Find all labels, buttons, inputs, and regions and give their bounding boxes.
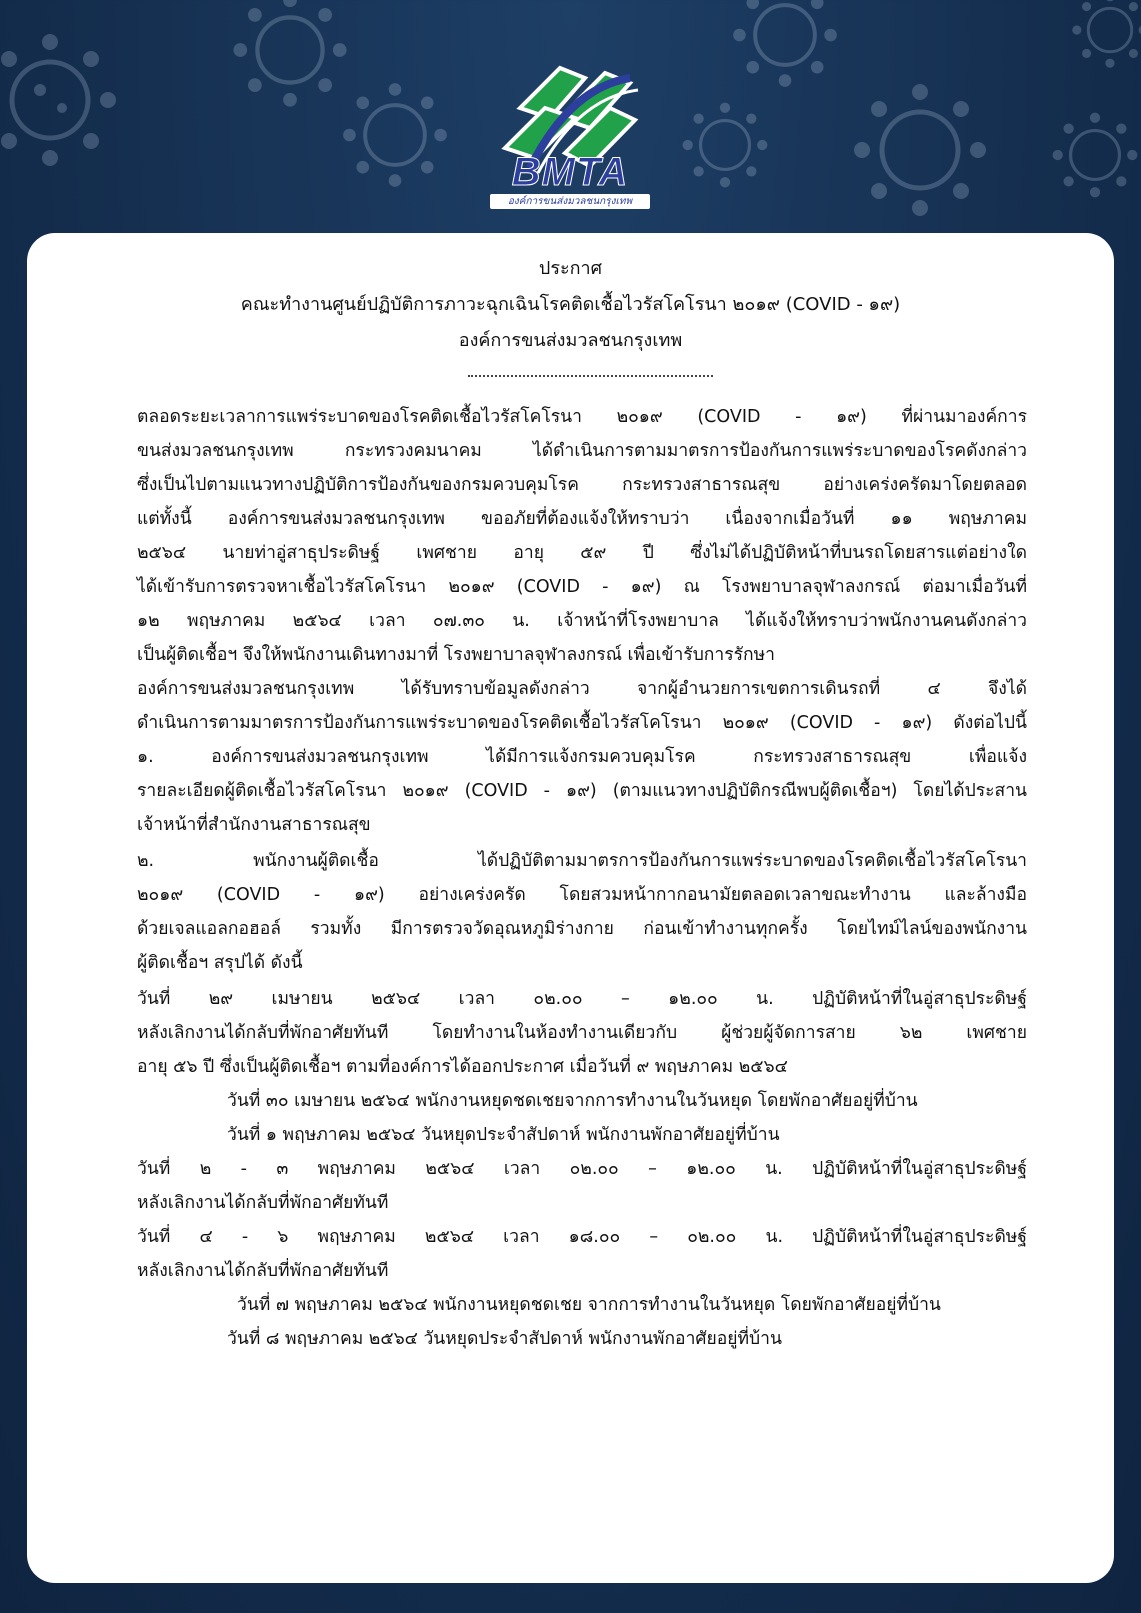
text-line: วันที่ ๔ - ๖ พฤษภาคม ๒๕๖๔ เวลา ๑๘.๐๐ – ๐๒.๐๐ น. ปฏิบัติหน้าที่ในอู่สาธุประดิษฐ์ (137, 1227, 1027, 1247)
text-line: องค์การขนส่งมวลชนกรุงเทพ ได้รับทราบข้อมูลดังกล่าว จากผู้อำนวยการเขตการเดินรถที่ ๔ จึงได้ (137, 679, 1027, 699)
timeline-entry-2 (227, 1084, 1027, 1118)
text-line: วันที่ ๗ พฤษภาคม ๒๕๖๔ พนักงานหยุดชดเชย จากการทำงานในวันหยุด โดยพักอาศัยอยู่ที่บ้าน (237, 1295, 941, 1315)
timeline-entry-6 (237, 1288, 1027, 1322)
virus-decoration (730, 0, 840, 90)
text-line: ๒. พนักงานผู้ติดเชื้อ ได้ปฏิบัติตามมาตรการป้องกันการแพร่ระบาดของโรคติดเชื้อไวรัสโคโรนา (137, 851, 1027, 871)
heading-organization: องค์การขนส่งมวลชนกรุงเทพ (458, 330, 683, 351)
text-line: วันที่ ๘ พฤษภาคม ๒๕๖๔ วันหยุดประจำสัปดาห์ พนักงานพักอาศัยอยู่ที่บ้าน (227, 1329, 782, 1349)
text-line: ๒๕๖๔ นายท่าอู่สาธุประดิษฐ์ เพศชาย อายุ ๕๙ ปี ซึ่งไม่ได้ปฏิบัติหน้าที่บนรถโดยสารแต่อย่างใด (137, 543, 1027, 563)
timeline-entry-1 (137, 982, 1027, 1084)
text-line: วันที่ ๒ - ๓ พฤษภาคม ๒๕๖๔ เวลา ๐๒.๐๐ – ๑๒.๐๐ น. ปฏิบัติหน้าที่ในอู่สาธุประดิษฐ์ (137, 1159, 1027, 1179)
timeline-entry-7 (227, 1322, 1027, 1356)
text-line: ดำเนินการตามมาตรการป้องกันการแพร่ระบาดของโรคติดเชื้อไวรัสโคโรนา ๒๐๑๙ (COVID - ๑๙) ดังต่อไปนี้ (137, 713, 1027, 733)
text-line: หลังเลิกงานได้กลับที่พักอาศัยทันที โดยทำงานในห้องทำงานเดียวกับ ผู้ช่วยผู้จัดการสาย ๖๒ เพศชาย (137, 1023, 1027, 1043)
virus-decoration (230, 0, 350, 110)
text-line: ๑๒ พฤษภาคม ๒๕๖๔ เวลา ๐๗.๓๐ น. เจ้าหน้าที่โรงพยาบาล ได้แจ้งให้ทราบว่าพนักงานคนดังกล่าว (137, 611, 1027, 631)
text-line: ได้เข้ารับการตรวจหาเชื้อไวรัสโคโรนา ๒๐๑๙ (COVID - ๑๙) ณ โรงพยาบาลจุฬาลงกรณ์ ต่อมาเมื่อวันที่ (137, 577, 1027, 597)
text-line: ๑. องค์การขนส่งมวลชนกรุงเทพ ได้มีการแจ้งกรมควบคุมโรค กระทรวงสาธารณสุข เพื่อแจ้ง (137, 747, 1027, 767)
paragraph-item-2 (137, 844, 1027, 980)
text-line: เป็นผู้ติดเชื้อฯ จึงให้พนักงานเดินทางมาที่ โรงพยาบาลจุฬาลงกรณ์ เพื่อเข้ารับการรักษา (137, 645, 775, 665)
logo-subtitle: องค์การขนส่งมวลชนกรุงเทพ (490, 194, 650, 209)
text-line: หลังเลิกงานได้กลับที่พักอาศัยทันที (137, 1193, 389, 1213)
timeline-entry-3 (227, 1118, 1027, 1152)
announcement-card (27, 233, 1114, 1583)
text-line: เจ้าหน้าที่สำนักงานสาธารณสุข (137, 815, 371, 835)
text-line: รายละเอียดผู้ติดเชื้อไวรัสโคโรนา ๒๐๑๙ (COVID - ๑๙) (ตามแนวทางปฏิบัติกรณีพบผู้ติดเชื้อฯ) โดยได้ประสาน (137, 781, 1027, 801)
text-line: ขนส่งมวลชนกรุงเทพ กระทรวงคมนาคม ได้ดำเนินการตามมาตรการป้องกันการแพร่ระบาดของโรคดังกล่าว (137, 441, 1027, 461)
heading-subtitle: คณะทำงานศูนย์ปฏิบัติการภาวะฉุกเฉินโรคติดเชื้อไวรัสโคโรนา ๒๐๑๙ (COVID - ๑๙) (240, 294, 901, 315)
heading-title: ประกาศ (538, 258, 603, 279)
virus-decoration (1070, 0, 1141, 70)
text-line: ด้วยเจลแอลกอฮอล์ รวมทั้ง มีการตรวจวัดอุณหภูมิร่างกาย ก่อนเข้าทำงานทุกครั้ง โดยไทม์ไลน์ของพนักงาน (137, 919, 1027, 939)
text-line: หลังเลิกงานได้กลับที่พักอาศัยทันที (137, 1261, 389, 1281)
paragraph-item-1 (137, 740, 1027, 842)
virus-decoration (0, 30, 120, 170)
timeline-entry-4 (137, 1152, 1027, 1220)
text-line: ตลอดระยะเวลาการแพร่ระบาดของโรคติดเชื้อไวรัสโคโรนา ๒๐๑๙ (COVID - ๑๙) ที่ผ่านมาองค์การ (137, 407, 1027, 427)
virus-decoration (850, 80, 990, 220)
paragraph-intro (137, 400, 1027, 502)
virus-decoration (680, 100, 770, 190)
text-line: วันที่ ๑ พฤษภาคม ๒๕๖๔ วันหยุดประจำสัปดาห์ พนักงานพักอาศัยอยู่ที่บ้าน (227, 1125, 780, 1145)
timeline-entry-5 (137, 1220, 1027, 1288)
text-line: วันที่ ๒๙ เมษายน ๒๕๖๔ เวลา ๐๒.๐๐ – ๑๒.๐๐ น. ปฏิบัติหน้าที่ในอู่สาธุประดิษฐ์ (137, 989, 1027, 1009)
text-line: ๒๐๑๙ (COVID - ๑๙) อย่างเคร่งครัด โดยสวมหน้ากากอนามัยตลอดเวลาขณะทำงาน และล้างมือ (137, 885, 1027, 905)
paragraph-incident (137, 502, 1027, 672)
text-line: ซึ่งเป็นไปตามแนวทางปฏิบัติการป้องกันของกรมควบคุมโรค กระทรวงสาธารณสุข อย่างเคร่งครัดมาโดยตลอด (137, 475, 1027, 495)
paragraph-measures (137, 672, 1027, 740)
virus-decoration (1050, 110, 1140, 200)
logo-wordmark: BMTA (511, 150, 629, 194)
text-line: อายุ ๕๖ ปี ซึ่งเป็นผู้ติดเชื้อฯ ตามที่องค์การได้ออกประกาศ เมื่อวันที่ ๙ พฤษภาคม ๒๕๖๔ (137, 1057, 788, 1077)
text-line: ผู้ติดเชื้อฯ สรุปได้ ดังนี้ (137, 953, 303, 973)
text-line: แต่ทั้งนี้ องค์การขนส่งมวลชนกรุงเทพ ขออภัยที่ต้องแจ้งให้ทราบว่า เนื่องจากเมื่อวันที่ ๑๑ พฤษภาคม (137, 509, 1027, 529)
text-line: วันที่ ๓๐ เมษายน ๒๕๖๔ พนักงานหยุดชดเชยจากการทำงานในวันหยุด โดยพักอาศัยอยู่ที่บ้าน (227, 1091, 918, 1111)
virus-decoration (340, 80, 450, 190)
dotted-divider (468, 375, 713, 377)
